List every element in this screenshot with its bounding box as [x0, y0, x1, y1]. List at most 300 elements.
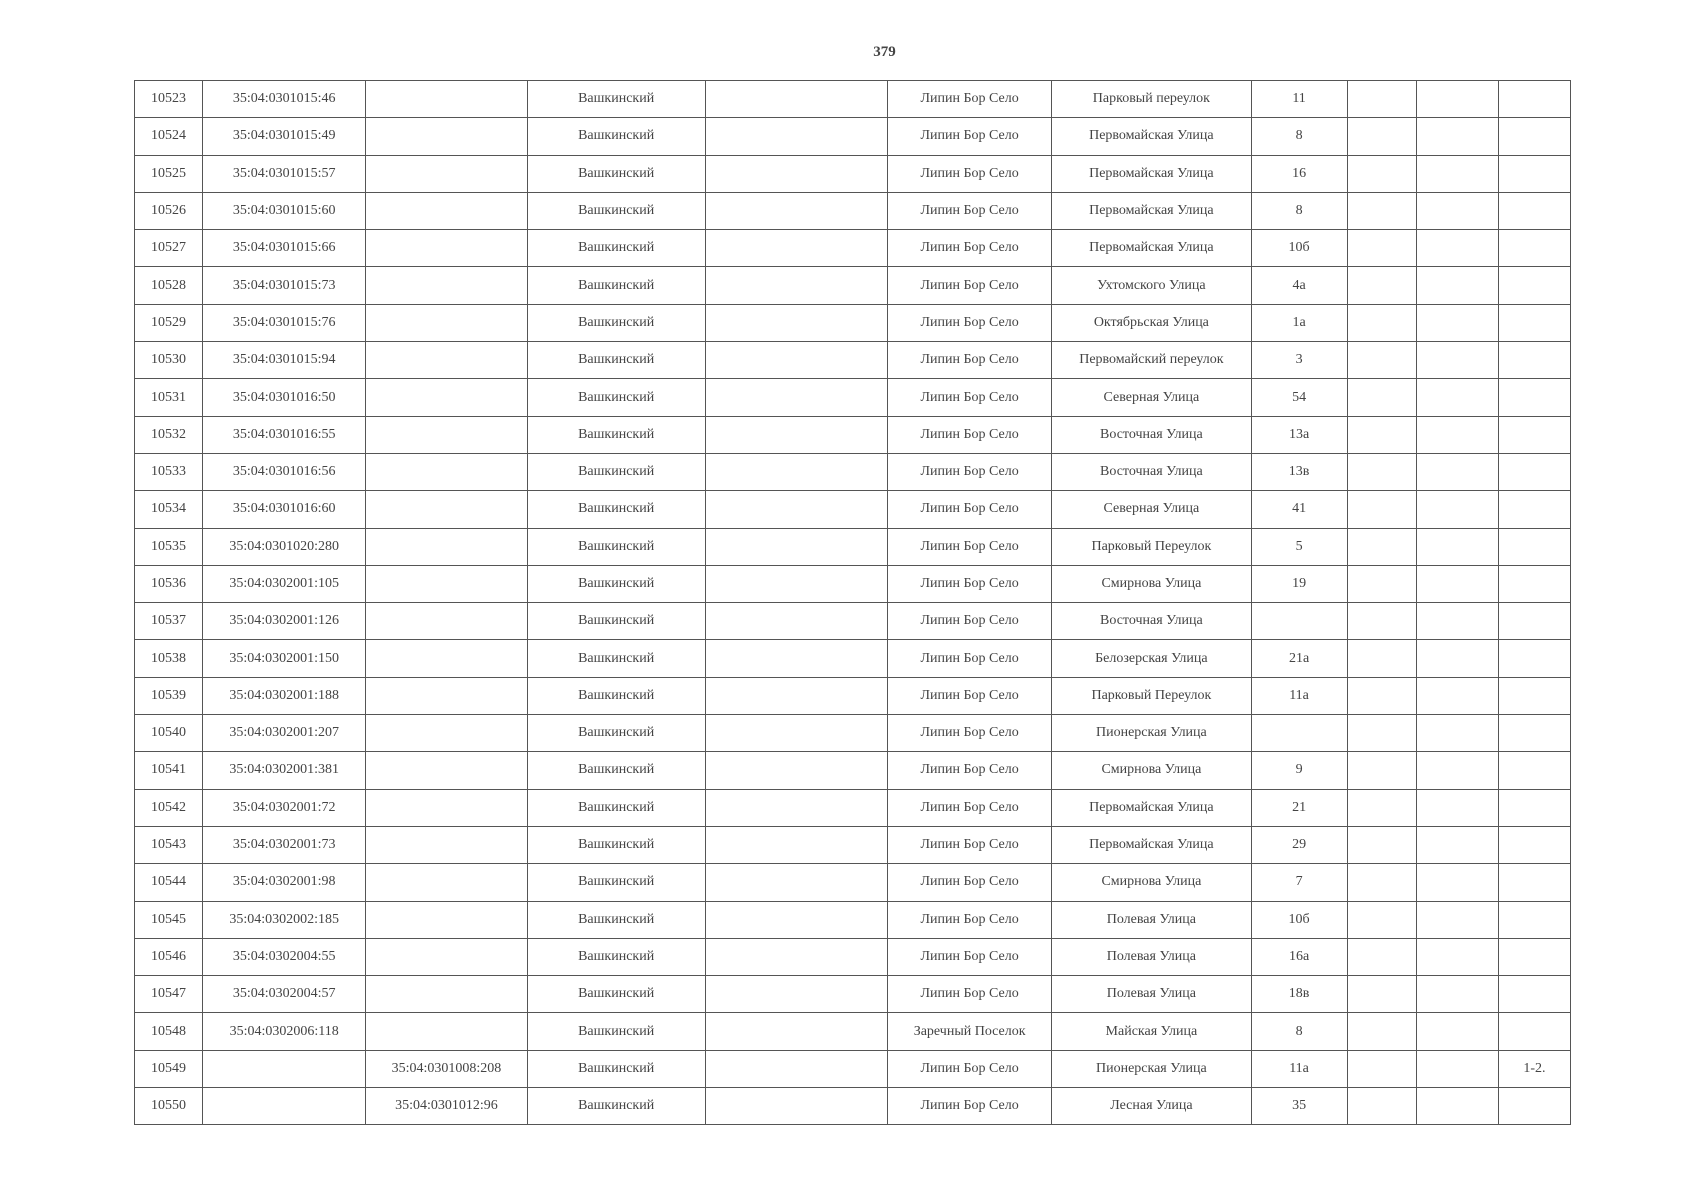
cell-locality-extra [705, 752, 887, 789]
cell-house-number: 21 [1251, 789, 1347, 826]
cell-district: Вашкинский [527, 640, 705, 677]
cell-row-number: 10546 [135, 938, 203, 975]
cell-locality: Липин Бор Село [888, 1050, 1052, 1087]
cell-row-number: 10540 [135, 715, 203, 752]
cell-house-number: 8 [1251, 118, 1347, 155]
cell-cadastral-number: 35:04:0302001:188 [203, 677, 366, 714]
cell-linked-cadastral-number [366, 789, 527, 826]
cell-locality-extra [705, 81, 887, 118]
cell-house-number: 8 [1251, 192, 1347, 229]
cell-linked-cadastral-number [366, 901, 527, 938]
cell-extra-2 [1416, 1050, 1498, 1087]
cell-note [1498, 267, 1570, 304]
cell-cadastral-number: 35:04:0302006:118 [203, 1013, 366, 1050]
cell-linked-cadastral-number [366, 864, 527, 901]
cell-note [1498, 864, 1570, 901]
cell-district: Вашкинский [527, 230, 705, 267]
cell-district: Вашкинский [527, 155, 705, 192]
cell-house-number: 54 [1251, 379, 1347, 416]
table-row [135, 1088, 1571, 1125]
cell-district: Вашкинский [527, 789, 705, 826]
cell-extra-2 [1416, 1013, 1498, 1050]
cell-extra-1 [1347, 565, 1416, 602]
cell-house-number: 8 [1251, 1013, 1347, 1050]
cell-extra-1 [1347, 192, 1416, 229]
cell-note [1498, 192, 1570, 229]
table-row [135, 453, 1571, 490]
cell-street: Октябрьская Улица [1052, 304, 1251, 341]
cell-cadastral-number: 35:04:0302001:73 [203, 826, 366, 863]
cell-extra-2 [1416, 826, 1498, 863]
cell-locality: Липин Бор Село [888, 528, 1052, 565]
table-row [135, 826, 1571, 863]
cell-linked-cadastral-number [366, 267, 527, 304]
cell-note [1498, 715, 1570, 752]
cell-locality-extra [705, 192, 887, 229]
table-row [135, 491, 1571, 528]
cell-cadastral-number: 35:04:0302001:105 [203, 565, 366, 602]
cell-extra-1 [1347, 715, 1416, 752]
cell-extra-2 [1416, 864, 1498, 901]
cell-house-number: 41 [1251, 491, 1347, 528]
cell-street: Смирнова Улица [1052, 565, 1251, 602]
cell-locality: Липин Бор Село [888, 304, 1052, 341]
table-row [135, 864, 1571, 901]
cell-locality: Заречный Поселок [888, 1013, 1052, 1050]
cell-district: Вашкинский [527, 752, 705, 789]
cell-extra-2 [1416, 416, 1498, 453]
cell-linked-cadastral-number [366, 118, 527, 155]
cell-cadastral-number: 35:04:0302001:381 [203, 752, 366, 789]
cell-note [1498, 453, 1570, 490]
cell-note [1498, 1013, 1570, 1050]
cell-district: Вашкинский [527, 342, 705, 379]
cell-district: Вашкинский [527, 491, 705, 528]
cell-extra-2 [1416, 342, 1498, 379]
cell-extra-2 [1416, 491, 1498, 528]
cell-locality-extra [705, 528, 887, 565]
cell-extra-1 [1347, 603, 1416, 640]
table-row [135, 155, 1571, 192]
cell-extra-2 [1416, 752, 1498, 789]
cell-locality-extra [705, 379, 887, 416]
cell-district: Вашкинский [527, 901, 705, 938]
cell-cadastral-number: 35:04:0302002:185 [203, 901, 366, 938]
cell-locality: Липин Бор Село [888, 491, 1052, 528]
cell-locality-extra [705, 267, 887, 304]
cell-cadastral-number: 35:04:0301016:55 [203, 416, 366, 453]
cell-cadastral-number: 35:04:0301015:60 [203, 192, 366, 229]
cell-district: Вашкинский [527, 1013, 705, 1050]
cell-extra-2 [1416, 640, 1498, 677]
cell-linked-cadastral-number [366, 677, 527, 714]
cell-row-number: 10523 [135, 81, 203, 118]
cell-house-number: 21а [1251, 640, 1347, 677]
cell-house-number [1251, 715, 1347, 752]
cell-street: Парковый Переулок [1052, 528, 1251, 565]
cell-cadastral-number: 35:04:0301015:66 [203, 230, 366, 267]
cell-extra-2 [1416, 603, 1498, 640]
cell-note [1498, 789, 1570, 826]
cell-row-number: 10527 [135, 230, 203, 267]
table-row [135, 1013, 1571, 1050]
table-row [135, 603, 1571, 640]
cell-linked-cadastral-number [366, 752, 527, 789]
cell-extra-1 [1347, 752, 1416, 789]
cell-cadastral-number: 35:04:0302001:150 [203, 640, 366, 677]
cell-street: Лесная Улица [1052, 1088, 1251, 1125]
cell-extra-2 [1416, 304, 1498, 341]
cell-extra-2 [1416, 677, 1498, 714]
cell-row-number: 10550 [135, 1088, 203, 1125]
cell-house-number: 18в [1251, 976, 1347, 1013]
cell-locality: Липин Бор Село [888, 565, 1052, 602]
cell-linked-cadastral-number [366, 342, 527, 379]
cell-district: Вашкинский [527, 715, 705, 752]
cell-house-number: 10б [1251, 230, 1347, 267]
cell-house-number: 5 [1251, 528, 1347, 565]
cell-row-number: 10537 [135, 603, 203, 640]
cell-locality: Липин Бор Село [888, 379, 1052, 416]
cell-extra-2 [1416, 267, 1498, 304]
cell-row-number: 10541 [135, 752, 203, 789]
cell-cadastral-number: 35:04:0302001:98 [203, 864, 366, 901]
cell-linked-cadastral-number [366, 1013, 527, 1050]
cell-house-number: 16 [1251, 155, 1347, 192]
cell-cadastral-number: 35:04:0301015:57 [203, 155, 366, 192]
cell-locality: Липин Бор Село [888, 715, 1052, 752]
cell-locality: Липин Бор Село [888, 752, 1052, 789]
cell-street: Полевая Улица [1052, 901, 1251, 938]
cell-extra-1 [1347, 267, 1416, 304]
cell-street: Восточная Улица [1052, 603, 1251, 640]
cell-note [1498, 826, 1570, 863]
cell-extra-2 [1416, 453, 1498, 490]
cell-locality: Липин Бор Село [888, 864, 1052, 901]
cell-district: Вашкинский [527, 1050, 705, 1087]
cell-extra-2 [1416, 230, 1498, 267]
cell-extra-1 [1347, 453, 1416, 490]
cell-street: Ухтомского Улица [1052, 267, 1251, 304]
cell-extra-2 [1416, 938, 1498, 975]
cell-locality-extra [705, 304, 887, 341]
table-row [135, 416, 1571, 453]
cell-row-number: 10524 [135, 118, 203, 155]
cell-house-number: 10б [1251, 901, 1347, 938]
cell-locality: Липин Бор Село [888, 826, 1052, 863]
cell-row-number: 10544 [135, 864, 203, 901]
cell-row-number: 10548 [135, 1013, 203, 1050]
cell-district: Вашкинский [527, 192, 705, 229]
cell-locality-extra [705, 155, 887, 192]
table-row [135, 528, 1571, 565]
cell-extra-1 [1347, 342, 1416, 379]
cell-extra-1 [1347, 230, 1416, 267]
table-row [135, 192, 1571, 229]
cell-street: Первомайская Улица [1052, 192, 1251, 229]
cell-row-number: 10526 [135, 192, 203, 229]
cell-extra-1 [1347, 677, 1416, 714]
cell-cadastral-number: 35:04:0301015:49 [203, 118, 366, 155]
cell-linked-cadastral-number [366, 81, 527, 118]
cell-street: Смирнова Улица [1052, 752, 1251, 789]
cell-extra-1 [1347, 304, 1416, 341]
cell-locality-extra [705, 1050, 887, 1087]
cell-cadastral-number [203, 1050, 366, 1087]
cell-extra-1 [1347, 1013, 1416, 1050]
cell-house-number: 19 [1251, 565, 1347, 602]
cell-street: Смирнова Улица [1052, 864, 1251, 901]
cell-row-number: 10545 [135, 901, 203, 938]
cell-locality-extra [705, 1088, 887, 1125]
cell-extra-1 [1347, 379, 1416, 416]
cell-row-number: 10528 [135, 267, 203, 304]
cell-locality-extra [705, 864, 887, 901]
cell-locality-extra [705, 826, 887, 863]
cell-street: Парковый Переулок [1052, 677, 1251, 714]
cell-district: Вашкинский [527, 1088, 705, 1125]
cell-locality: Липин Бор Село [888, 1088, 1052, 1125]
cell-extra-1 [1347, 826, 1416, 863]
cell-note [1498, 565, 1570, 602]
table-row [135, 976, 1571, 1013]
cell-note [1498, 938, 1570, 975]
cell-extra-2 [1416, 528, 1498, 565]
table-row [135, 901, 1571, 938]
cell-locality-extra [705, 565, 887, 602]
cell-linked-cadastral-number [366, 640, 527, 677]
cell-extra-2 [1416, 118, 1498, 155]
cell-house-number: 3 [1251, 342, 1347, 379]
cell-note [1498, 230, 1570, 267]
cell-extra-1 [1347, 938, 1416, 975]
cell-row-number: 10529 [135, 304, 203, 341]
cell-district: Вашкинский [527, 677, 705, 714]
cell-street: Парковый переулок [1052, 81, 1251, 118]
cell-street: Белозерская Улица [1052, 640, 1251, 677]
cell-extra-2 [1416, 1088, 1498, 1125]
cell-house-number: 11а [1251, 1050, 1347, 1087]
cell-locality-extra [705, 789, 887, 826]
cell-locality-extra [705, 715, 887, 752]
cell-linked-cadastral-number [366, 528, 527, 565]
table-row [135, 1050, 1571, 1087]
table-row [135, 565, 1571, 602]
cell-street: Восточная Улица [1052, 453, 1251, 490]
cell-extra-2 [1416, 379, 1498, 416]
cell-row-number: 10543 [135, 826, 203, 863]
cell-street: Пионерская Улица [1052, 1050, 1251, 1087]
cell-locality-extra [705, 677, 887, 714]
cell-locality: Липин Бор Село [888, 267, 1052, 304]
cell-house-number: 1а [1251, 304, 1347, 341]
cell-note [1498, 528, 1570, 565]
table-row [135, 230, 1571, 267]
table-row [135, 379, 1571, 416]
cell-linked-cadastral-number: 35:04:0301008:208 [366, 1050, 527, 1087]
cell-cadastral-number: 35:04:0302001:126 [203, 603, 366, 640]
cell-street: Первомайская Улица [1052, 826, 1251, 863]
cell-locality-extra [705, 416, 887, 453]
cell-note [1498, 155, 1570, 192]
cell-linked-cadastral-number [366, 304, 527, 341]
cell-locality: Липин Бор Село [888, 416, 1052, 453]
cell-district: Вашкинский [527, 416, 705, 453]
cell-note [1498, 81, 1570, 118]
cell-row-number: 10532 [135, 416, 203, 453]
cell-row-number: 10547 [135, 976, 203, 1013]
cell-district: Вашкинский [527, 81, 705, 118]
cell-cadastral-number: 35:04:0302004:55 [203, 938, 366, 975]
table-row [135, 81, 1571, 118]
cell-house-number: 13а [1251, 416, 1347, 453]
cell-cadastral-number: 35:04:0301016:60 [203, 491, 366, 528]
cell-extra-2 [1416, 715, 1498, 752]
cell-linked-cadastral-number [366, 453, 527, 490]
cell-house-number: 29 [1251, 826, 1347, 863]
cell-district: Вашкинский [527, 528, 705, 565]
cell-district: Вашкинский [527, 304, 705, 341]
cell-district: Вашкинский [527, 826, 705, 863]
cell-locality: Липин Бор Село [888, 192, 1052, 229]
cell-cadastral-number: 35:04:0301015:46 [203, 81, 366, 118]
cell-note [1498, 640, 1570, 677]
cell-extra-1 [1347, 528, 1416, 565]
cell-row-number: 10533 [135, 453, 203, 490]
cell-house-number: 13в [1251, 453, 1347, 490]
cell-row-number: 10534 [135, 491, 203, 528]
cell-extra-1 [1347, 901, 1416, 938]
cell-linked-cadastral-number: 35:04:0301012:96 [366, 1088, 527, 1125]
cell-cadastral-number: 35:04:0302004:57 [203, 976, 366, 1013]
cell-extra-2 [1416, 565, 1498, 602]
cell-extra-1 [1347, 789, 1416, 826]
cell-cadastral-number: 35:04:0301020:280 [203, 528, 366, 565]
cell-locality-extra [705, 1013, 887, 1050]
cell-linked-cadastral-number [366, 976, 527, 1013]
cell-cadastral-number [203, 1088, 366, 1125]
registry-table [134, 80, 1571, 1125]
cell-extra-1 [1347, 864, 1416, 901]
cell-locality-extra [705, 901, 887, 938]
cell-row-number: 10542 [135, 789, 203, 826]
cell-extra-1 [1347, 1088, 1416, 1125]
cell-note [1498, 379, 1570, 416]
cell-locality-extra [705, 938, 887, 975]
cell-note [1498, 1088, 1570, 1125]
cell-row-number: 10531 [135, 379, 203, 416]
cell-cadastral-number: 35:04:0301015:73 [203, 267, 366, 304]
cell-street: Восточная Улица [1052, 416, 1251, 453]
cell-row-number: 10536 [135, 565, 203, 602]
cell-house-number: 7 [1251, 864, 1347, 901]
cell-extra-2 [1416, 81, 1498, 118]
cell-locality: Липин Бор Село [888, 155, 1052, 192]
cell-row-number: 10525 [135, 155, 203, 192]
cell-locality: Липин Бор Село [888, 789, 1052, 826]
cell-locality: Липин Бор Село [888, 976, 1052, 1013]
cell-street: Майская Улица [1052, 1013, 1251, 1050]
cell-house-number: 4а [1251, 267, 1347, 304]
cell-locality: Липин Бор Село [888, 938, 1052, 975]
cell-locality: Липин Бор Село [888, 81, 1052, 118]
cell-district: Вашкинский [527, 864, 705, 901]
cell-locality-extra [705, 230, 887, 267]
cell-row-number: 10539 [135, 677, 203, 714]
table-row [135, 267, 1571, 304]
cell-extra-1 [1347, 491, 1416, 528]
cell-district: Вашкинский [527, 267, 705, 304]
cell-note [1498, 603, 1570, 640]
cell-row-number: 10538 [135, 640, 203, 677]
cell-linked-cadastral-number [366, 715, 527, 752]
cell-house-number: 9 [1251, 752, 1347, 789]
cell-locality: Липин Бор Село [888, 640, 1052, 677]
table-row [135, 752, 1571, 789]
cell-extra-1 [1347, 1050, 1416, 1087]
cell-locality-extra [705, 491, 887, 528]
cell-note [1498, 118, 1570, 155]
table-row [135, 715, 1571, 752]
cell-extra-1 [1347, 81, 1416, 118]
cell-linked-cadastral-number [366, 603, 527, 640]
cell-linked-cadastral-number [366, 416, 527, 453]
cell-house-number: 11а [1251, 677, 1347, 714]
table-row [135, 789, 1571, 826]
cell-street: Первомайская Улица [1052, 789, 1251, 826]
cell-row-number: 10530 [135, 342, 203, 379]
cell-street: Первомайская Улица [1052, 230, 1251, 267]
page-number: 379 [873, 44, 896, 60]
cell-house-number: 11 [1251, 81, 1347, 118]
cell-linked-cadastral-number [366, 230, 527, 267]
cell-house-number [1251, 603, 1347, 640]
cell-note [1498, 976, 1570, 1013]
table-row [135, 118, 1571, 155]
cell-cadastral-number: 35:04:0302001:207 [203, 715, 366, 752]
cell-cadastral-number: 35:04:0301016:56 [203, 453, 366, 490]
cell-district: Вашкинский [527, 453, 705, 490]
cell-district: Вашкинский [527, 603, 705, 640]
cell-street: Первомайская Улица [1052, 118, 1251, 155]
cell-cadastral-number: 35:04:0302001:72 [203, 789, 366, 826]
table-row [135, 304, 1571, 341]
cell-street: Пионерская Улица [1052, 715, 1251, 752]
cell-extra-1 [1347, 416, 1416, 453]
cell-street: Северная Улица [1052, 379, 1251, 416]
cell-linked-cadastral-number [366, 565, 527, 602]
cell-note [1498, 491, 1570, 528]
cell-linked-cadastral-number [366, 938, 527, 975]
cell-street: Полевая Улица [1052, 938, 1251, 975]
cell-locality-extra [705, 603, 887, 640]
cell-street: Первомайский переулок [1052, 342, 1251, 379]
table-row [135, 342, 1571, 379]
cell-district: Вашкинский [527, 565, 705, 602]
cell-extra-2 [1416, 901, 1498, 938]
cell-extra-1 [1347, 640, 1416, 677]
cell-extra-2 [1416, 976, 1498, 1013]
cell-district: Вашкинский [527, 938, 705, 975]
cell-locality: Липин Бор Село [888, 677, 1052, 714]
cell-cadastral-number: 35:04:0301015:76 [203, 304, 366, 341]
cell-district: Вашкинский [527, 976, 705, 1013]
cell-extra-1 [1347, 976, 1416, 1013]
cell-note [1498, 304, 1570, 341]
cell-locality: Липин Бор Село [888, 453, 1052, 490]
cell-locality: Липин Бор Село [888, 901, 1052, 938]
cell-linked-cadastral-number [366, 192, 527, 229]
